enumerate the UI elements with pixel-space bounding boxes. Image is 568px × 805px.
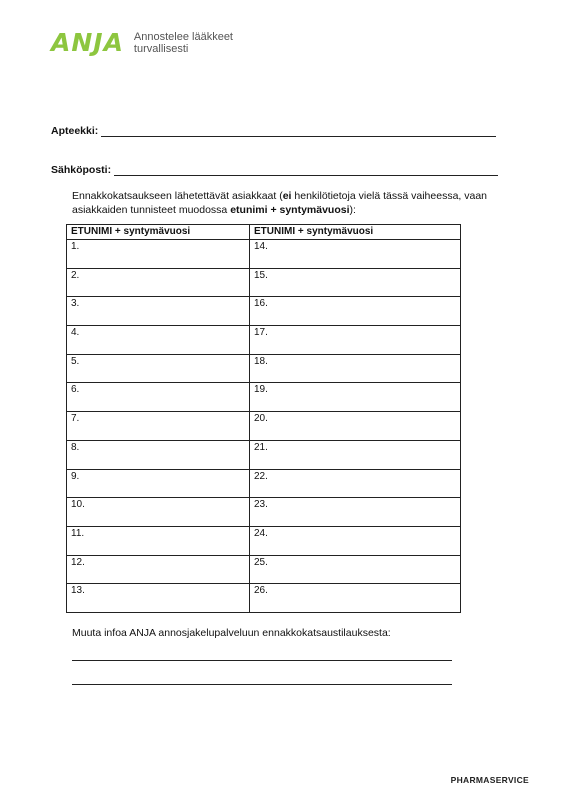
intro-text-3: ): bbox=[349, 204, 356, 216]
table-cell[interactable]: 25. bbox=[250, 555, 461, 584]
table-cell[interactable]: 12. bbox=[67, 555, 250, 584]
table-row bbox=[67, 240, 461, 269]
table-cell[interactable]: 26. bbox=[250, 584, 461, 613]
pharmaservice-logo: PHARMASERVICE bbox=[450, 775, 529, 785]
column-header: ETUNIMI + syntymävuosi bbox=[250, 225, 461, 240]
table-header-row bbox=[67, 225, 461, 240]
table-cell[interactable]: 9. bbox=[67, 469, 250, 498]
table-row bbox=[67, 526, 461, 555]
more-info-line-1[interactable] bbox=[72, 660, 452, 661]
email-field bbox=[51, 164, 498, 176]
table-row bbox=[67, 440, 461, 469]
table-cell[interactable]: 14. bbox=[250, 240, 461, 269]
table-row bbox=[67, 326, 461, 355]
logo-tagline-line1: Annostelee lääkkeet bbox=[133, 31, 233, 43]
intro-bold-1: ei bbox=[282, 190, 292, 202]
email-fill-line[interactable] bbox=[114, 164, 498, 176]
email-label: Sähköposti: bbox=[51, 164, 112, 176]
pharmacy-fill-line[interactable] bbox=[101, 125, 496, 137]
logo-tagline bbox=[134, 32, 244, 55]
table-cell[interactable]: 15. bbox=[250, 268, 461, 297]
table-cell[interactable]: 22. bbox=[250, 469, 461, 498]
column-header: ETUNIMI + syntymävuosi bbox=[67, 225, 250, 240]
table-row bbox=[67, 584, 461, 613]
pharmacy-label: Apteekki: bbox=[51, 125, 99, 137]
anja-logo bbox=[51, 30, 244, 56]
table-cell[interactable]: 20. bbox=[250, 412, 461, 441]
table-cell[interactable]: 13. bbox=[67, 584, 250, 613]
logo-wordmark: ANJA bbox=[51, 28, 124, 57]
table-row bbox=[67, 469, 461, 498]
table-cell[interactable]: 2. bbox=[67, 268, 250, 297]
table-row bbox=[67, 268, 461, 297]
table-row bbox=[67, 412, 461, 441]
intro-bold-2: etunimi + syntymävuosi bbox=[230, 204, 350, 216]
table-cell[interactable]: 8. bbox=[67, 440, 250, 469]
intro-text-2: henkilötietoja vielä tässä vaiheessa, vaan asiakkaiden tunnisteet muodossa bbox=[72, 190, 488, 216]
table-cell[interactable]: 1. bbox=[67, 240, 250, 269]
table-cell[interactable]: 3. bbox=[67, 297, 250, 326]
table-cell[interactable]: 17. bbox=[250, 326, 461, 355]
table-row bbox=[67, 555, 461, 584]
clients-table bbox=[66, 224, 461, 613]
table-row bbox=[67, 297, 461, 326]
table-cell[interactable]: 23. bbox=[250, 498, 461, 527]
table-cell[interactable]: 18. bbox=[250, 354, 461, 383]
table-cell[interactable]: 21. bbox=[250, 440, 461, 469]
table-cell[interactable]: 24. bbox=[250, 526, 461, 555]
table-row bbox=[67, 383, 461, 412]
logo-tagline-line2: turvallisesti bbox=[133, 42, 189, 55]
table-cell[interactable]: 16. bbox=[250, 297, 461, 326]
intro-text-1: Ennakkokatsaukseen lähetettävät asiakkaat ( bbox=[72, 190, 283, 202]
table-cell[interactable]: 10. bbox=[67, 498, 250, 527]
table-cell[interactable]: 11. bbox=[67, 526, 250, 555]
pharmacy-field bbox=[51, 125, 496, 137]
table-cell[interactable]: 5. bbox=[67, 354, 250, 383]
table-cell[interactable]: 4. bbox=[67, 326, 250, 355]
intro-paragraph bbox=[72, 189, 502, 217]
table-row bbox=[67, 354, 461, 383]
table-cell[interactable]: 19. bbox=[250, 383, 461, 412]
table-row bbox=[67, 498, 461, 527]
table-cell[interactable]: 6. bbox=[67, 383, 250, 412]
table-cell[interactable]: 7. bbox=[67, 412, 250, 441]
more-info-line-2[interactable] bbox=[72, 684, 452, 685]
more-info-label: Muuta infoa ANJA annosjakelupalveluun ennakkokatsaustilauksesta: bbox=[72, 627, 391, 639]
